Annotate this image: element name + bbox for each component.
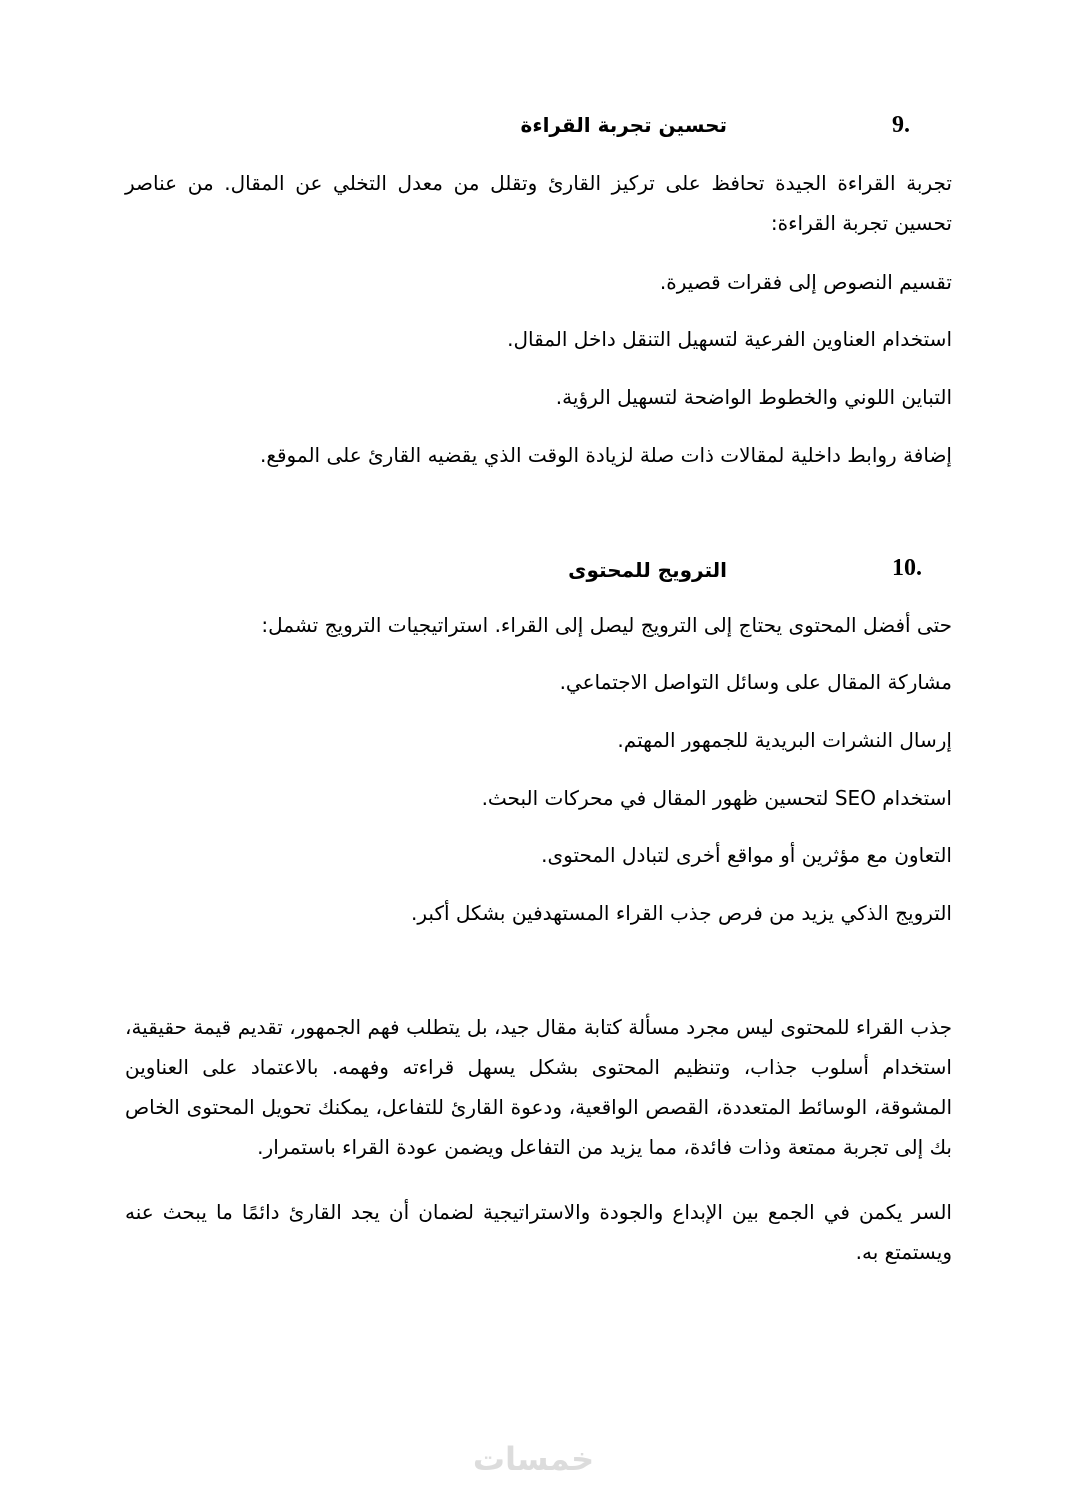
conclusion-paragraph-2: السر يكمن في الجمع بين الإبداع والجودة والاستراتيجية لضمان أن يجد القارئ دائمًا ما يبحث عنه ويستمتع به. bbox=[125, 1200, 952, 1264]
section-9-title: تحسين تجربة القراءة bbox=[520, 113, 727, 137]
section-10-intro: حتى أفضل المحتوى يحتاج إلى الترويج ليصل إلى القراء. استراتيجيات الترويج تشمل: bbox=[261, 613, 952, 637]
section-9-number: 9. bbox=[892, 112, 910, 138]
section-10-title: الترويج للمحتوى bbox=[568, 558, 727, 582]
section-10-item: استخدام SEO لتحسين ظهور المقال في محركات البحث. bbox=[481, 786, 952, 810]
section-10-item: الترويج الذكي يزيد من فرص جذب القراء المستهدفين بشكل أكبر. bbox=[411, 901, 952, 925]
section-10-item: مشاركة المقال على وسائل التواصل الاجتماعي. bbox=[559, 670, 952, 694]
section-9-item: تقسيم النصوص إلى فقرات قصيرة. bbox=[659, 270, 952, 294]
watermark-logo: خمسات bbox=[472, 1440, 595, 1478]
section-9-item: استخدام العناوين الفرعية لتسهيل التنقل داخل المقال. bbox=[507, 327, 952, 351]
section-9-item: إضافة روابط داخلية لمقالات ذات صلة لزيادة الوقت الذي يقضيه القارئ على الموقع. bbox=[259, 443, 952, 467]
section-9-item: التباين اللوني والخطوط الواضحة لتسهيل الرؤية. bbox=[555, 385, 952, 409]
section-10-item: إرسال النشرات البريدية للجمهور المهتم. bbox=[617, 728, 952, 752]
section-10-number: 10. bbox=[892, 555, 922, 581]
section-9-intro: تجربة القراءة الجيدة تحافظ على تركيز القارئ وتقلل من معدل التخلي عن المقال. من عناصر تحسين تجربة القراءة: bbox=[125, 171, 952, 235]
section-10-item: التعاون مع مؤثرين أو مواقع أخرى لتبادل المحتوى. bbox=[541, 843, 952, 867]
conclusion-paragraph-1: جذب القراء للمحتوى ليس مجرد مسألة كتابة مقال جيد، بل يتطلب فهم الجمهور، تقديم قيمة حقيقية، استخدام أسلوب جذاب، وتنظيم المحتوى بشكل يسهل قراءته وفهمه. بالاعتماد على العناوين المشوقة، الوسائط المتعددة، القصص الواقعية، ودعوة القارئ للتفاعل، يمكنك تحويل المحتوى الخاص بك إلى تجربة ممتعة وذات فائدة، مما يزيد من التفاعل ويضمن عودة القراء باستمرار. bbox=[125, 1015, 952, 1159]
